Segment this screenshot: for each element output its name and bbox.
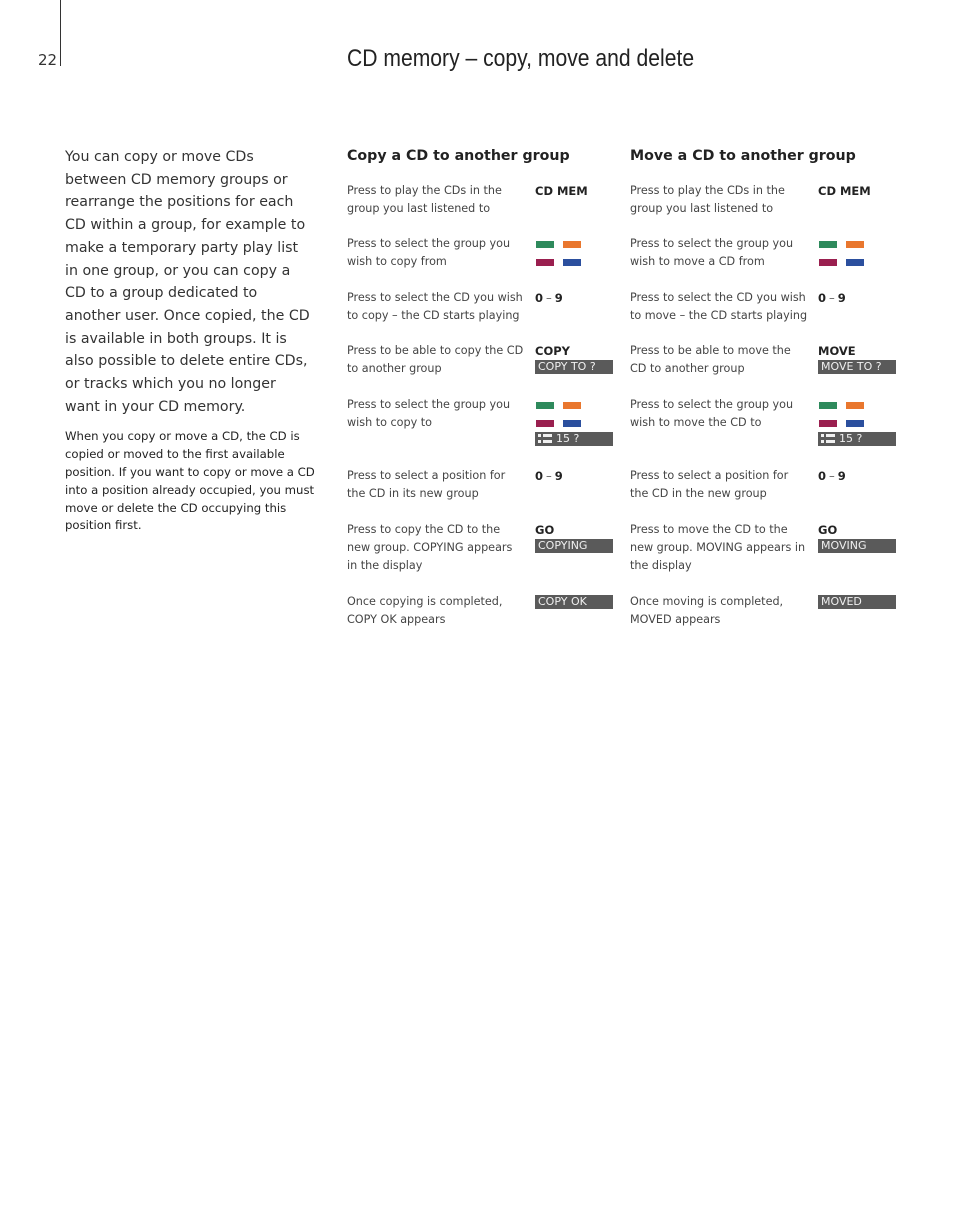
step-instruction: Press to play the CDs in the group you last listened to — [630, 184, 785, 215]
intro-paragraph: You can copy or move CDs between CD memory groups or rearrange the positions for each CD within a group, for example to make a temporary party play list in one group, or you can copy a CD to a group dedicated to another user. Once copied, the CD is available in both groups. It is also possible to delete entire CDs, or tracks which you no longer want in your CD memory. — [65, 149, 310, 415]
copy-heading: Copy a CD to another group — [347, 148, 570, 164]
page-title: CD memory – copy, move and delete — [347, 45, 695, 72]
step-instruction: Once copying is completed, COPY OK appears — [347, 595, 503, 626]
green-button-icon — [536, 402, 554, 409]
display-readout: COPY TO ? — [535, 360, 613, 374]
step-instruction: Press to select the group you wish to copy from — [347, 237, 511, 268]
step-instruction: Press to select the group you wish to move a CD from — [630, 237, 794, 268]
orange-button-icon — [563, 241, 581, 248]
display-readout: MOVING — [818, 539, 896, 553]
color-buttons-icon — [535, 235, 613, 267]
blue-button-icon — [846, 259, 864, 266]
color-buttons-icon — [535, 396, 613, 428]
green-button-icon — [536, 241, 554, 248]
digit-key-to: 9 — [837, 291, 846, 305]
go-key: GO — [818, 523, 838, 537]
page-number: 22 — [38, 51, 58, 69]
blue-button-icon — [563, 420, 581, 427]
blue-button-icon — [846, 420, 864, 427]
digit-key-to: 9 — [837, 469, 846, 483]
range-dash: – — [546, 291, 552, 305]
red-button-icon — [819, 420, 837, 427]
step-instruction: Press to select the group you wish to move the CD to — [630, 398, 794, 429]
go-key: GO — [535, 523, 555, 537]
red-button-icon — [536, 259, 554, 266]
group-icon — [538, 434, 552, 443]
display-readout: 15 ? — [535, 432, 613, 446]
green-button-icon — [819, 402, 837, 409]
step-instruction: Press to select the group you wish to copy to — [347, 398, 511, 429]
intro — [65, 146, 315, 535]
group-icon — [821, 434, 835, 443]
step-instruction: Press to select the CD you wish to copy – the CD starts playing — [347, 291, 523, 322]
step-instruction: Press to select a position for the CD in its new group — [347, 469, 506, 500]
digit-key-to: 9 — [554, 291, 563, 305]
display-readout: COPYING — [535, 539, 613, 553]
digit-key-from: 0 — [818, 469, 827, 483]
step-instruction: Press to move the CD to the new group. MOVING appears in the display — [630, 523, 806, 572]
digit-key-to: 9 — [554, 469, 563, 483]
step-instruction: Press to be able to copy the CD to another group — [347, 344, 524, 375]
digit-key-from: 0 — [535, 469, 544, 483]
display-readout: MOVE TO ? — [818, 360, 896, 374]
move-key: MOVE — [818, 344, 856, 358]
step-instruction: Press to copy the CD to the new group. COPYING appears in the display — [347, 523, 513, 572]
color-buttons-icon — [818, 235, 896, 267]
orange-button-icon — [846, 241, 864, 248]
cd-mem-key: CD MEM — [535, 184, 588, 198]
display-readout: 15 ? — [818, 432, 896, 446]
red-button-icon — [819, 259, 837, 266]
margin-rule — [60, 0, 61, 66]
display-readout: COPY OK — [535, 595, 613, 609]
orange-button-icon — [563, 402, 581, 409]
step-instruction: Once moving is completed, MOVED appears — [630, 595, 784, 626]
step-instruction: Press to play the CDs in the group you last listened to — [347, 184, 502, 215]
orange-button-icon — [846, 402, 864, 409]
display-readout: MOVED — [818, 595, 896, 609]
cd-mem-key: CD MEM — [818, 184, 871, 198]
step-instruction: Press to select the CD you wish to move – the CD starts playing — [630, 291, 808, 322]
range-dash: – — [829, 469, 835, 483]
step-instruction: Press to be able to move the CD to another group — [630, 344, 791, 375]
blue-button-icon — [563, 259, 581, 266]
digit-key-from: 0 — [535, 291, 544, 305]
range-dash: – — [546, 469, 552, 483]
move-heading: Move a CD to another group — [630, 148, 856, 164]
range-dash: – — [829, 291, 835, 305]
red-button-icon — [536, 420, 554, 427]
color-buttons-icon — [818, 396, 896, 428]
digit-key-from: 0 — [818, 291, 827, 305]
step-instruction: Press to select a position for the CD in the new group — [630, 469, 789, 500]
copy-key: COPY — [535, 344, 570, 358]
green-button-icon — [819, 241, 837, 248]
intro-note: When you copy or move a CD, the CD is copied or moved to the first available position. If you want to copy or move a CD into a position already occupied, you must move or delete the CD occupying this position first. — [65, 429, 315, 533]
